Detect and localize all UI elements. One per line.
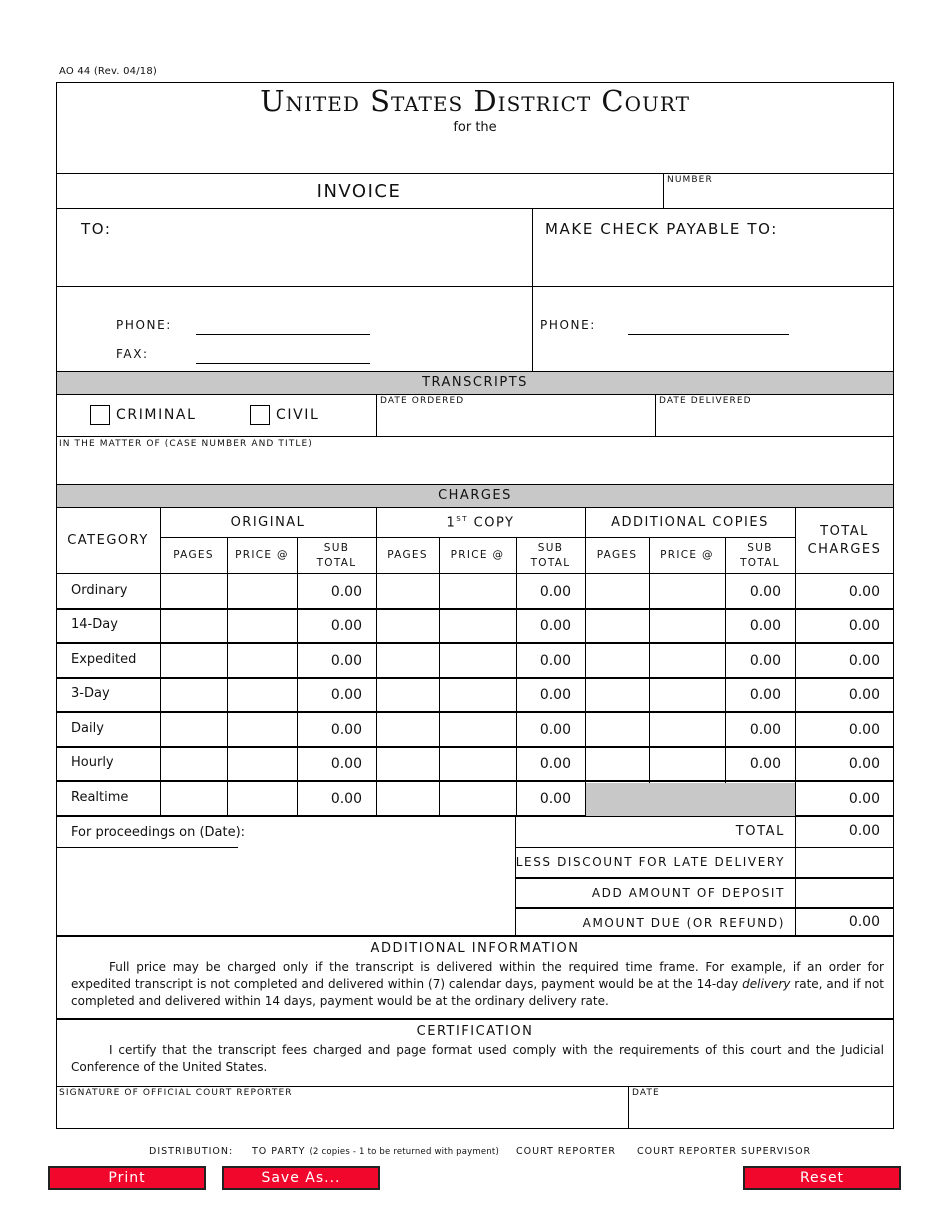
copy-subtotal: 0.00 [539,756,571,772]
row-total: 0.00 [848,618,880,634]
copy-subtotal: 0.00 [539,722,571,738]
divider [655,394,656,436]
court-title: United States District Court [260,84,690,118]
divider [160,537,795,538]
signature-label: SIGNATURE OF OFFICIAL COURT REPORTER [59,1088,293,1098]
orig-pages-field[interactable] [162,714,225,744]
divider [628,1086,629,1129]
divider [56,208,894,209]
court-subtitle: for the [453,120,497,135]
civil-label: CIVIL [276,407,320,423]
fax-field[interactable] [196,363,370,364]
total-charges-header-2: CHARGES [807,542,882,557]
orig-subtotal: 0.00 [330,584,362,600]
copy-pages-field[interactable] [378,783,437,813]
copy-price-field[interactable] [441,645,514,675]
price-header: PRICE @ [235,549,289,561]
orig-subtotal: 0.00 [330,722,362,738]
orig-subtotal: 0.00 [330,653,362,669]
additional-subtotal: 0.00 [749,618,781,634]
add-pages-field[interactable] [587,680,647,709]
matter-field[interactable] [58,452,892,482]
original-header: ORIGINAL [230,515,306,530]
additional-info-heading: ADDITIONAL INFORMATION [370,941,580,956]
divider [56,677,894,679]
copy-subtotal: 0.00 [539,618,571,634]
save-as-button[interactable]: Save As... [222,1166,380,1190]
row-category: Realtime [71,790,129,805]
signature-field[interactable] [58,1100,626,1127]
certification-date-label: DATE [632,1088,660,1098]
realtime-shaded-cell [586,783,795,816]
add-price-field[interactable] [651,749,723,778]
subtotal-header-2: TOTAL [740,557,780,569]
copy-pages-field[interactable] [378,680,437,709]
orig-price-field[interactable] [229,749,295,778]
row-total: 0.00 [848,653,880,669]
orig-price-field[interactable] [229,645,295,675]
copy-subtotal: 0.00 [539,791,571,807]
divider [56,847,238,848]
copy-price-field[interactable] [441,576,514,606]
copy-price-field[interactable] [441,680,514,709]
distribution-label: DISTRIBUTION: [149,1146,234,1157]
divider [795,507,796,816]
total-label: TOTAL [735,824,785,839]
payable-label: MAKE CHECK PAYABLE TO: [545,220,778,238]
row-total: 0.00 [848,756,880,772]
add-price-field[interactable] [651,680,723,709]
add-pages-field[interactable] [587,645,647,675]
number-label: NUMBER [667,175,713,185]
civil-checkbox[interactable] [250,405,270,425]
additional-subtotal: 0.00 [749,584,781,600]
discount-label: LESS DISCOUNT FOR LATE DELIVERY [515,855,785,869]
criminal-label: CRIMINAL [116,407,197,423]
copy-subtotal: 0.00 [539,687,571,703]
add-price-field[interactable] [651,576,723,606]
fax-label: FAX: [116,347,149,361]
divider [56,394,894,395]
divider [515,847,894,848]
charges-heading: CHARGES [438,488,512,503]
reset-button[interactable]: Reset [743,1166,901,1190]
orig-subtotal: 0.00 [330,791,362,807]
divider [56,371,894,372]
divider [56,608,894,610]
payable-address-field[interactable] [545,240,885,280]
orig-price-field[interactable] [229,576,295,606]
price-header: PRICE @ [660,549,714,561]
divider [56,1018,894,1020]
phone-label: PHONE: [116,318,172,332]
row-category: 14-Day [71,617,118,632]
copy-pages-field[interactable] [378,645,437,675]
copy-price-field[interactable] [441,783,514,813]
print-button[interactable]: Print [48,1166,206,1190]
divider [56,1086,894,1087]
orig-pages-field[interactable] [162,680,225,709]
payable-phone-field[interactable] [628,334,789,335]
divider [56,711,894,713]
pages-header: PAGES [387,549,428,561]
first-copy-header: 1ST COPY [446,515,515,531]
additional-subtotal: 0.00 [749,653,781,669]
phone-field[interactable] [196,334,370,335]
date-delivered-label: DATE DELIVERED [659,396,752,406]
orig-subtotal: 0.00 [330,618,362,634]
to-label: TO: [81,220,112,238]
divider [56,935,894,937]
notes-field[interactable] [58,850,514,934]
row-category: 3-Day [71,686,110,701]
divider [585,507,586,816]
subtotal-header-2: TOTAL [316,557,357,569]
divider [376,507,377,816]
orig-price-field[interactable] [229,680,295,709]
add-price-field[interactable] [651,611,723,640]
total-value: 0.00 [848,823,880,839]
category-header: CATEGORY [67,533,149,548]
divider [56,642,894,644]
add-pages-field[interactable] [587,611,647,640]
copy-subtotal: 0.00 [539,584,571,600]
subtotal-header-1: SUB [537,542,564,554]
proceedings-label: For proceedings on (Date): [71,825,246,840]
row-total: 0.00 [848,791,880,807]
row-category: Expedited [71,652,137,667]
price-header: PRICE @ [450,549,505,561]
payable-phone-label: PHONE: [540,318,596,332]
orig-price-field[interactable] [229,783,295,813]
deposit-field[interactable] [797,880,892,905]
subtotal-header-1: SUB [323,542,350,554]
add-price-field[interactable] [651,645,723,675]
pages-header: PAGES [596,549,638,561]
amount-due-label: AMOUNT DUE (OR REFUND) [582,916,785,930]
orig-price-field[interactable] [229,714,295,744]
to-address-field[interactable] [80,240,520,280]
row-category: Ordinary [71,583,128,598]
row-category: Hourly [71,755,114,770]
orig-pages-field[interactable] [162,783,225,813]
divider [515,907,894,909]
divider [160,507,161,816]
divider [56,173,894,174]
copy-pages-field[interactable] [378,749,437,778]
additional-subtotal: 0.00 [749,687,781,703]
date-delivered-field[interactable] [657,408,892,434]
additional-copies-header: ADDITIONAL COPIES [611,515,769,530]
orig-pages-field[interactable] [162,749,225,778]
divider [56,436,894,437]
row-category: Daily [71,721,104,736]
matter-label: IN THE MATTER OF (CASE NUMBER AND TITLE) [59,439,313,449]
divider [56,573,894,574]
copy-price-field[interactable] [441,714,514,744]
divider [795,816,796,936]
distribution-supervisor: COURT REPORTER SUPERVISOR [637,1146,812,1157]
deposit-label: ADD AMOUNT OF DEPOSIT [591,886,785,900]
divider [376,394,377,436]
divider [56,286,894,287]
date-ordered-field[interactable] [378,408,653,434]
copy-pages-field[interactable] [378,576,437,606]
orig-pages-field[interactable] [162,645,225,675]
certification-heading: CERTIFICATION [416,1024,534,1039]
divider [56,746,894,748]
distribution-party: TO PARTY (2 copies - 1 to be returned with payment) [252,1146,499,1157]
orig-subtotal: 0.00 [330,687,362,703]
copy-pages-field[interactable] [378,714,437,744]
row-total: 0.00 [848,722,880,738]
invoice-title: INVOICE [316,181,402,202]
copy-price-field[interactable] [441,749,514,778]
subtotal-header-1: SUB [747,542,773,554]
divider [56,780,894,782]
pages-header: PAGES [173,549,214,561]
divider [532,208,533,371]
copy-subtotal: 0.00 [539,653,571,669]
orig-price-field[interactable] [229,611,295,640]
orig-subtotal: 0.00 [330,756,362,772]
total-charges-header-1: TOTAL [820,524,869,539]
copy-pages-field[interactable] [378,611,437,640]
transcripts-heading: TRANSCRIPTS [422,375,528,390]
amount-due-value: 0.00 [848,914,880,930]
divider [515,877,894,879]
row-total: 0.00 [848,687,880,703]
additional-subtotal: 0.00 [749,756,781,772]
discount-field[interactable] [797,850,892,875]
certification-text: I certify that the transcript fees charged and page format used comply with the requirements of this court and the Judicial Conference of the United States. [71,1043,884,1074]
proceedings-date-field[interactable] [236,822,512,844]
orig-pages-field[interactable] [162,576,225,606]
add-pages-field[interactable] [587,714,647,744]
add-pages-field[interactable] [587,749,647,778]
subtotal-header-2: TOTAL [530,557,571,569]
criminal-checkbox[interactable] [90,405,110,425]
orig-pages-field[interactable] [162,611,225,640]
add-pages-field[interactable] [587,576,647,606]
date-ordered-label: DATE ORDERED [380,396,465,406]
divider [56,484,894,485]
additional-subtotal: 0.00 [749,722,781,738]
divider [56,507,894,508]
additional-info-text: Full price may be charged only if the transcript is delivered within the required time frame. For example, if an order for expedited transcript is not completed and delivered within (7) calendar days, payment would be at the 14-day delivery rate, and if not completed and delivered within 14 days, payment would be at the ordinary delivery rate. [71,960,885,1008]
form-id: AO 44 (Rev. 04/18) [59,66,157,77]
copy-price-field[interactable] [441,611,514,640]
invoice-number-field[interactable] [664,186,892,206]
distribution-reporter: COURT REPORTER [516,1146,616,1157]
certification-date-field[interactable] [630,1100,892,1127]
add-price-field[interactable] [651,714,723,744]
row-total: 0.00 [848,584,880,600]
